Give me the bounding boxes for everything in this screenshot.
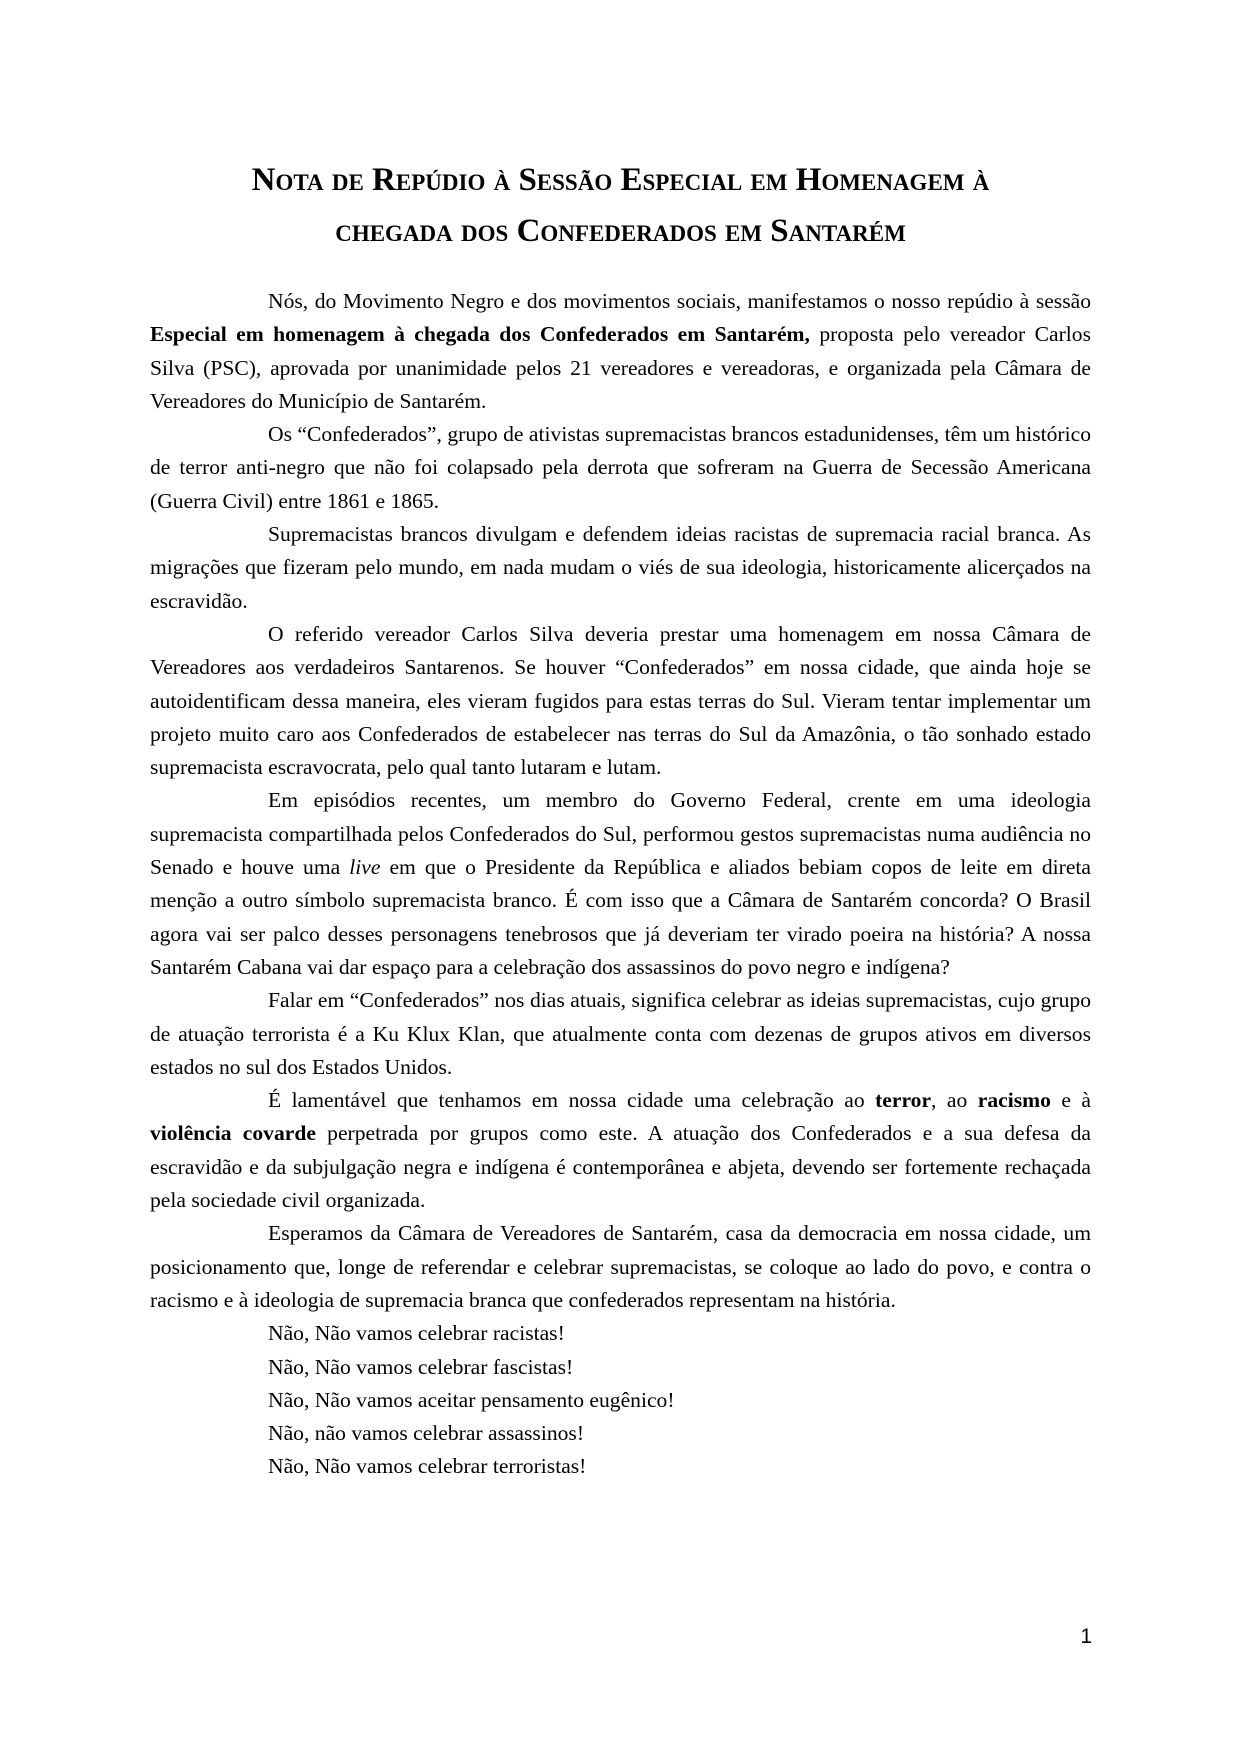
paragraph-7-text-a: É lamentável que tenhamos em nossa cidade uma celebração ao (268, 1088, 876, 1113)
paragraph-2: Os “Confederados”, grupo de ativistas supremacistas brancos estadunidenses, têm um histórico de terror anti-negro que não foi colapsado pela derrota que sofreram na Guerra de Secessão Americana (Guerra Civil) entre 1861 e 1865. (150, 422, 1091, 513)
paragraph-1-bold-session-name: Especial em homenagem à chegada dos Confederados em Santarém, (150, 322, 810, 347)
paragraph-7-bold-violencia: violência covarde (150, 1121, 316, 1146)
paragraph-5 (150, 784, 1091, 984)
paragraph-5-text-c: em que o Presidente da República e aliados bebiam copos de leite em direta menção a outro símbolo supremacista branco. É com isso que a Câmara de Santarém concorda? O Brasil agora vai ser palco desses personagens tenebrosos que já deveriam ter virado poeira na história? A nossa Santarém Cabana vai dar espaço para a celebração dos assassinos do povo negro e indígena? (150, 855, 1091, 979)
paragraph-7 (150, 1084, 1091, 1217)
paragraph-1-text-a: Nós, do Movimento Negro e dos movimentos sociais, manifestamos o nosso repúdio à sessão (268, 289, 1091, 313)
paragraph-1 (150, 285, 1091, 418)
paragraph-8: Esperamos da Câmara de Vereadores de Santarém, casa da democracia em nossa cidade, um posicionamento que, longe de referendar e celebrar supremacistas, se coloque ao lado do povo, e contra o racismo e à ideologia de supremacia branca que confederados representam na história. (150, 1221, 1091, 1312)
paragraph-1-text-c: proposta pelo vereador Carlos Silva (PSC), aprovada por unanimidade pelos 21 vereadores e vereadoras, e organizada pela Câmara de Vereadores do Município de Santarém. (150, 322, 1091, 413)
paragraph-7-text-e: e à (1050, 1088, 1092, 1113)
paragraph-7-text-g: perpetrada por grupos como este. A atuação dos Confederados e a sua defesa da escravidão e da subjulgação negra e indígena é contemporânea e abjeta, devendo ser fortemente rechaçada pela sociedade civil organizada. (150, 1121, 1091, 1213)
document-body (150, 285, 1091, 1484)
slogan-item: Não, não vamos celebrar assassinos! (268, 1421, 585, 1446)
page-number: 1 (1080, 1625, 1092, 1648)
document-title (150, 155, 1091, 257)
title-line-1: Nota de Repúdio à Sessão Especial em Homenagem à (251, 162, 990, 198)
title-line-2: chegada dos Confederados em Santarém (335, 213, 906, 249)
paragraph-5-text-a: Em episódios recentes, um membro do Governo Federal, crente em uma ideologia supremacista compartilhada pelos Confederados do Sul, performou gestos supremacistas numa audiência no Senado e houve uma (150, 788, 1091, 880)
slogan-list (150, 1317, 1091, 1483)
slogan-item: Não, Não vamos celebrar fascistas! (268, 1354, 574, 1379)
paragraph-6: Falar em “Confederados” nos dias atuais, significa celebrar as ideias supremacistas, cujo grupo de atuação terrorista é a Ku Klux Klan, que atualmente conta com dezenas de grupos ativos em diversos estados no sul dos Estados Unidos. (150, 988, 1091, 1079)
slogan-item: Não, Não vamos celebrar terroristas! (268, 1454, 587, 1479)
paragraph-7-bold-racismo: racismo (977, 1088, 1051, 1113)
slogan-item: Não, Não vamos celebrar racistas! (268, 1321, 565, 1346)
slogan-item: Não, Não vamos aceitar pensamento eugênico! (268, 1387, 675, 1412)
paragraph-3: Supremacistas brancos divulgam e defendem ideias racistas de supremacia racial branca. As migrações que fizeram pelo mundo, em nada mudam o viés de sua ideologia, historicamente alicerçados na escravidão. (150, 522, 1091, 613)
paragraph-7-bold-terror: terror (875, 1088, 932, 1113)
paragraph-7-text-c: , ao (931, 1088, 978, 1113)
paragraph-4: O referido vereador Carlos Silva deveria prestar uma homenagem em nossa Câmara de Vereadores aos verdadeiros Santarenos. Se houver “Confederados” em nossa cidade, que ainda hoje se autoidentificam dessa maneira, eles vieram fugidos para estas terras do Sul. Vieram tentar implementar um projeto muito caro aos Confederados de estabelecer nas terras do Sul da Amazônia, o tão sonhado estado supremacista escravocrata, pelo qual tanto lutaram e lutam. (150, 621, 1091, 780)
paragraph-5-italic-live: live (349, 855, 381, 880)
